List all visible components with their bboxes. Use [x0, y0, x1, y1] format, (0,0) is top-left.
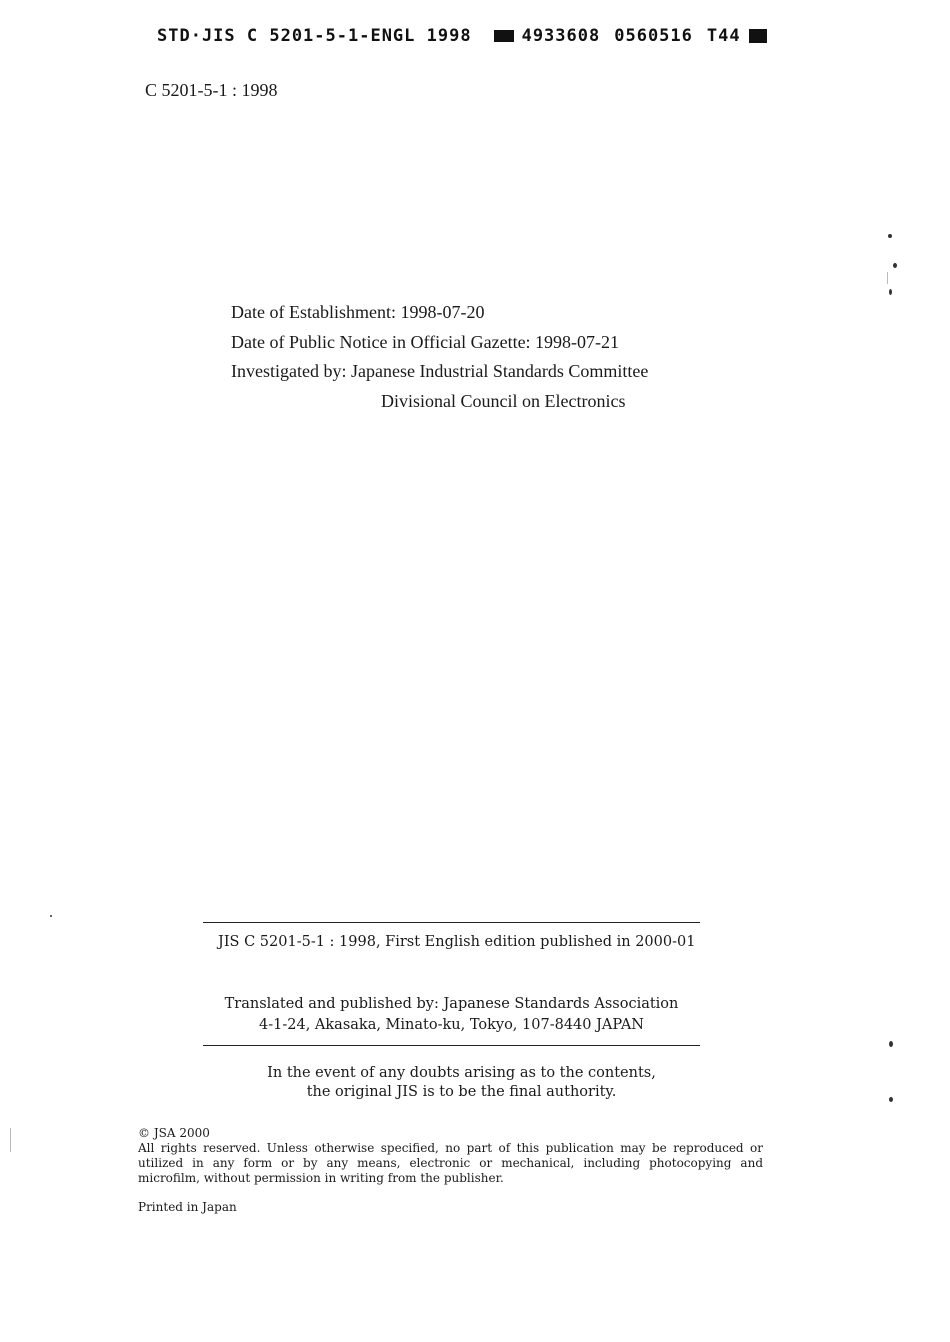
copyright-line-2: utilized in any form or by any means, electronic or mechanical, including photocopying and — [138, 1156, 763, 1170]
printed-in: Printed in Japan — [138, 1200, 237, 1214]
stamp-code: STD·JIS C 5201-5-1-ENGL 1998 — [157, 26, 472, 46]
scan-speck — [889, 1041, 893, 1047]
document-number: C 5201-5-1 : 1998 — [145, 80, 278, 100]
copyright-block — [138, 1126, 763, 1186]
publisher-address: 4-1-24, Akasaka, Minato-ku, Tokyo, 107-8440 JAPAN — [259, 1017, 644, 1033]
document-stamp-line — [157, 26, 767, 46]
edition-statement: JIS C 5201-5-1 : 1998, First English edition published in 2000-01 — [218, 934, 696, 950]
scan-speck — [889, 1097, 893, 1102]
stamp-number-1: 4933608 — [521, 26, 601, 46]
date-of-establishment: Date of Establishment: 1998-07-20 — [231, 302, 485, 322]
publisher-block — [203, 994, 700, 1036]
establishment-block — [231, 298, 648, 416]
authority-note-line-1: In the event of any doubts arising as to the contents, — [267, 1065, 656, 1081]
stamp-end-bar-mark — [749, 29, 767, 43]
scan-speck — [893, 263, 897, 268]
authority-note — [203, 1064, 720, 1102]
copyright-line-3: microfilm, without permission in writing from the publisher. — [138, 1171, 504, 1185]
publisher-line-1: Translated and published by: Japanese Standards Association — [224, 996, 679, 1012]
scan-speck — [889, 289, 892, 295]
authority-note-line-2: the original JIS is to be the final authority. — [306, 1084, 617, 1100]
stamp-suffix: T44 — [706, 26, 741, 46]
stamp-bar-mark — [494, 30, 514, 42]
copyright-holder: © JSA 2000 — [138, 1126, 210, 1140]
copyright-line-1: All rights reserved. Unless otherwise specified, no part of this publication may be reproduced or — [138, 1141, 763, 1155]
scan-mark — [10, 1128, 11, 1152]
investigated-by: Investigated by: Japanese Industrial Standards Committee — [231, 361, 649, 381]
stamp-number-2: 0560516 — [614, 26, 693, 46]
divisional-council: Divisional Council on Electronics — [381, 390, 626, 411]
public-notice-date: Date of Public Notice in Official Gazette: 1998-07-21 — [231, 331, 620, 352]
bottom-divider — [203, 1045, 700, 1046]
scan-mark — [887, 272, 888, 284]
top-divider — [203, 922, 700, 923]
scan-speck — [888, 234, 892, 238]
scan-speck — [50, 915, 52, 917]
